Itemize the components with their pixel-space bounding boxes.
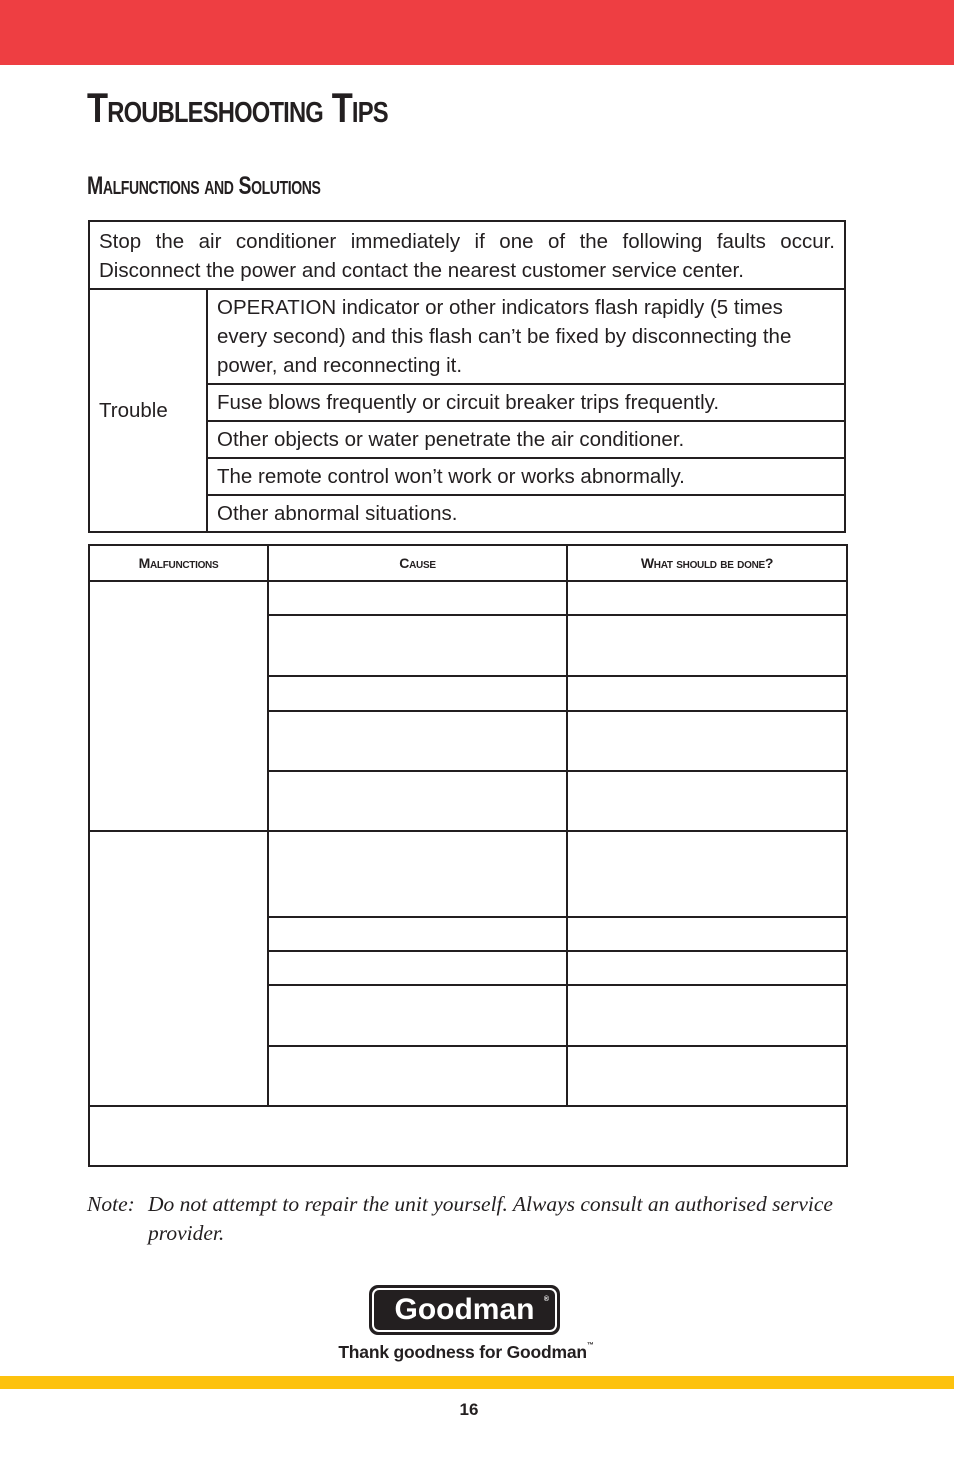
note-text: Do not attempt to repair the unit yourself. Always consult an authorised service provider.	[148, 1192, 833, 1245]
tagline	[316, 1342, 616, 1363]
section-title: Malfunctions and Solutions	[87, 172, 321, 200]
top-color-bar	[0, 0, 954, 65]
malfunction-cell	[89, 581, 268, 831]
page-title: Troubleshooting Tips	[87, 84, 388, 131]
header-what-to-do: What should be done?	[567, 545, 847, 581]
table-row	[89, 1106, 847, 1166]
solution-cell	[567, 985, 847, 1045]
trouble-label: Trouble	[89, 289, 207, 532]
cause-cell	[268, 676, 567, 710]
cause-cell	[268, 581, 567, 615]
cause-cell	[268, 951, 567, 985]
solution-cell	[567, 951, 847, 985]
table-row	[89, 289, 845, 384]
header-malfunctions: Malfunctions	[89, 545, 268, 581]
solution-cell	[567, 615, 847, 676]
cause-cell	[268, 771, 567, 831]
cause-cell	[268, 831, 567, 917]
cause-cell	[268, 615, 567, 676]
fault-item: OPERATION indicator or other indicators flash rapidly (5 times every second) and this flash can’t be fixed by disconnecting the power, and reconnecting it.	[207, 289, 845, 384]
fault-item: The remote control won’t work or works abnormally.	[207, 458, 845, 495]
table-row	[89, 581, 847, 615]
solution-cell	[567, 917, 847, 951]
bottom-color-bar	[0, 1376, 954, 1389]
logo-badge	[372, 1288, 557, 1332]
cause-cell	[268, 985, 567, 1045]
trademark-mark: ™	[586, 1342, 594, 1349]
fault-item: Fuse blows frequently or circuit breaker trips frequently.	[207, 384, 845, 421]
solution-cell	[567, 771, 847, 831]
registered-mark: ®	[543, 1296, 549, 1303]
solution-cell	[567, 1046, 847, 1106]
page-number: 16	[459, 1400, 479, 1419]
logo-brand: Goodman	[394, 1293, 535, 1326]
warning-table	[88, 220, 846, 533]
header-cause: Cause	[268, 545, 567, 581]
cause-cell	[268, 711, 567, 771]
malfunction-table	[88, 544, 848, 1167]
malfunction-cell	[89, 831, 268, 1106]
cause-cell	[268, 1046, 567, 1106]
table-header-row	[89, 545, 847, 581]
solution-cell	[567, 831, 847, 917]
cause-cell	[268, 917, 567, 951]
warning-intro: Stop the air conditioner immediately if one of the following faults occur. Disconnect the power and contact the nearest customer service center.	[89, 221, 845, 289]
note-label: Note:	[87, 1192, 135, 1216]
fault-item: Other objects or water penetrate the air conditioner.	[207, 421, 845, 458]
solution-cell	[567, 711, 847, 771]
tagline-text: Thank goodness for Goodman	[338, 1342, 587, 1362]
solution-cell	[567, 581, 847, 615]
goodman-logo	[369, 1285, 560, 1335]
solution-cell	[567, 676, 847, 710]
fault-item: Other abnormal situations.	[207, 495, 845, 532]
footer-cell	[89, 1106, 847, 1166]
table-row	[89, 831, 847, 917]
table-row	[89, 221, 845, 289]
